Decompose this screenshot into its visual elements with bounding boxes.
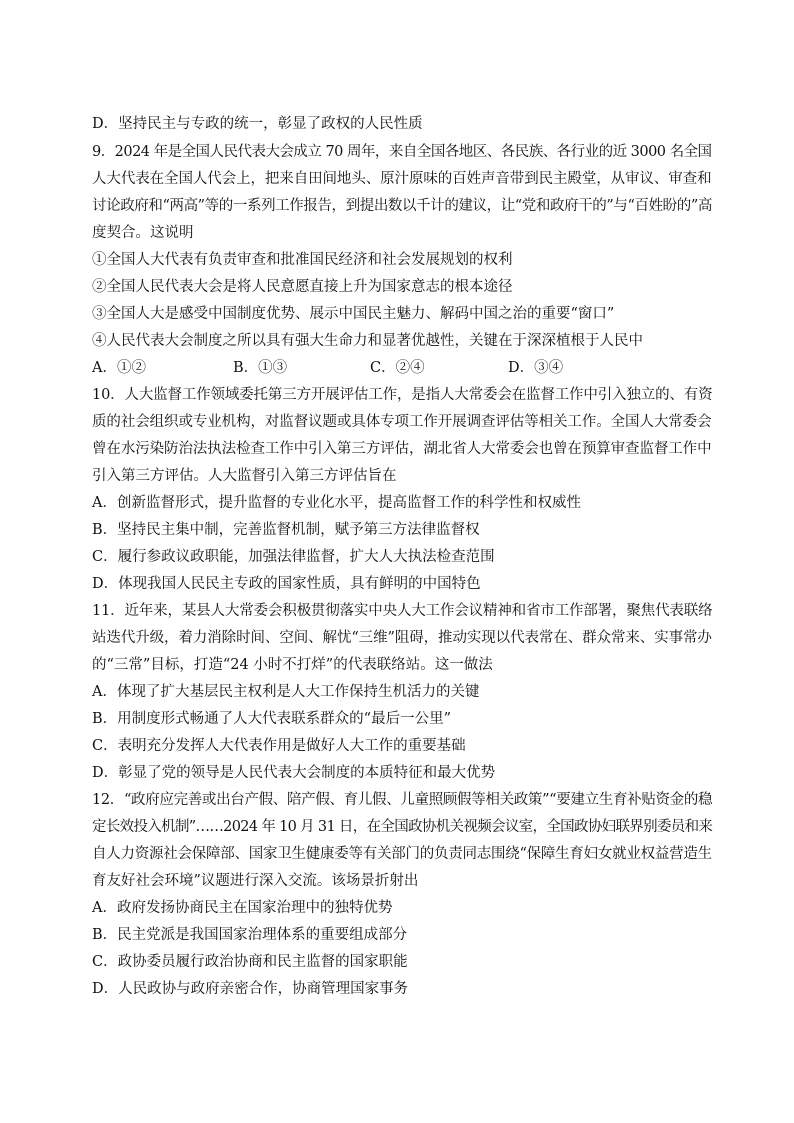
q8-option-d: D．坚持民主与专政的统一，彰显了政权的人民性质 (92, 116, 423, 132)
q12-stem-line-4: 育友好社会环境”议题进行深入交流。该场景折射出 (92, 873, 419, 889)
q10-option-a: A．创新监督形式，提升监督的专业化水平，提高监督工作的科学性和权威性 (92, 495, 581, 511)
q11-option-a: A．体现了扩大基层民主权利是人大工作保持生机活力的关键 (92, 684, 480, 700)
q12-option-c: C．政协委员履行政治协商和民主监督的国家职能 (92, 954, 408, 970)
q9-choice-c: C．②④ (370, 360, 425, 376)
q9-stem-line-3: 讨论政府和“两高”等的一系列工作报告，到提出数以千计的建议，让“党和政府干的”与“百姓盼的”高 (92, 198, 712, 214)
q12-stem-line-3: 自人力资源社会保障部、国家卫生健康委等有关部门的负责同志围绕“保障生育妇女就业权益营造生 (92, 846, 712, 862)
q12-stem-line-2: 定长效投入机制”……2024 年 10 月 31 日，在全国政协机关视频会议室，全国政协妇联界别委员和来 (92, 819, 713, 835)
q10-stem-line-3: 曾在水污染防治法执法检查工作中引入第三方评估，湖北省人大常委会也曾在预算审查监督工作中 (92, 441, 712, 457)
q12-option-a: A．政府发扬协商民主在国家治理中的独特优势 (92, 900, 393, 916)
q9-choices (92, 358, 712, 378)
q9-statement-4: ④人民代表大会制度之所以具有强大生命力和显著优越性，关键在于深深植根于人民中 (92, 333, 643, 349)
q10-option-d: D．体现我国人民民主专政的国家性质，具有鲜明的中国特色 (92, 576, 481, 592)
q10-stem-line-1: 10．人大监督工作领域委托第三方开展评估工作，是指人大常委会在监督工作中引入独立的、有资 (92, 387, 713, 403)
q11-stem-line-1: 11．近年来，某县人大常委会积极贯彻落实中央人大工作会议精神和省市工作部署，聚焦代表联络 (92, 603, 713, 619)
q11-stem-line-2: 站迭代升级，着力消除时间、空间、解忧“三维”阻碍，推动实现以代表常在、群众常来、实事常办 (92, 630, 712, 646)
q9-statement-2: ②全国人民代表大会是将人民意愿直接上升为国家意志的根本途径 (92, 279, 513, 295)
q9-stem-line-1: 9．2024 年是全国人民代表大会成立 70 周年，来自全国各地区、各民族、各行业的近 3000 名全国 (92, 144, 712, 160)
q9-stem-line-2: 人大代表在全国人代会上，把来自田间地头、原汁原味的百姓声音带到民主殿堂，从审议、审查和 (92, 171, 712, 187)
q11-option-d: D．彰显了党的领导是人民代表大会制度的本质特征和最大优势 (92, 765, 496, 781)
q10-option-c: C．履行参政议政职能，加强法律监督，扩大人大执法检查范围 (92, 549, 495, 565)
q10-stem-line-2: 质的社会组织或专业机构，对监督议题或具体专项工作开展调查评估等相关工作。全国人大常委会 (92, 414, 712, 430)
q11-option-b: B．用制度形式畅通了人大代表联系群众的“最后一公里” (92, 711, 451, 727)
q10-stem-line-4: 引入第三方评估。人大监督引入第三方评估旨在 (92, 468, 397, 484)
q9-statement-1: ①全国人大代表有负责审查和批准国民经济和社会发展规划的权利 (92, 252, 513, 268)
q11-option-c: C．表明充分发挥人大代表作用是做好人大工作的重要基础 (92, 738, 466, 754)
q11-stem-line-3: 的“三常”目标，打造“24 小时不打烊”的代表联络站。这一做法 (92, 657, 493, 673)
q9-choice-d: D．③④ (508, 360, 564, 376)
q9-stem-line-4: 度契合。这说明 (92, 225, 194, 241)
q9-choice-b: B．①③ (233, 360, 288, 376)
q9-choice-a: A．①② (92, 360, 146, 376)
q12-option-d: D．人民政协与政府亲密合作，协商管理国家事务 (92, 981, 409, 997)
q12-stem-line-1: 12．“政府应完善或出台产假、陪产假、育儿假、儿童照顾假等相关政策”“要建立生育补贴资金的稳 (92, 792, 713, 808)
q12-option-b: B．民主党派是我国国家治理体系的重要组成部分 (92, 927, 408, 943)
q9-statement-3: ③全国人大是感受中国制度优势、展示中国民主魅力、解码中国之治的重要“窗口” (92, 306, 615, 322)
q10-option-b: B．坚持民主集中制，完善监督机制，赋予第三方法律监督权 (92, 522, 480, 538)
